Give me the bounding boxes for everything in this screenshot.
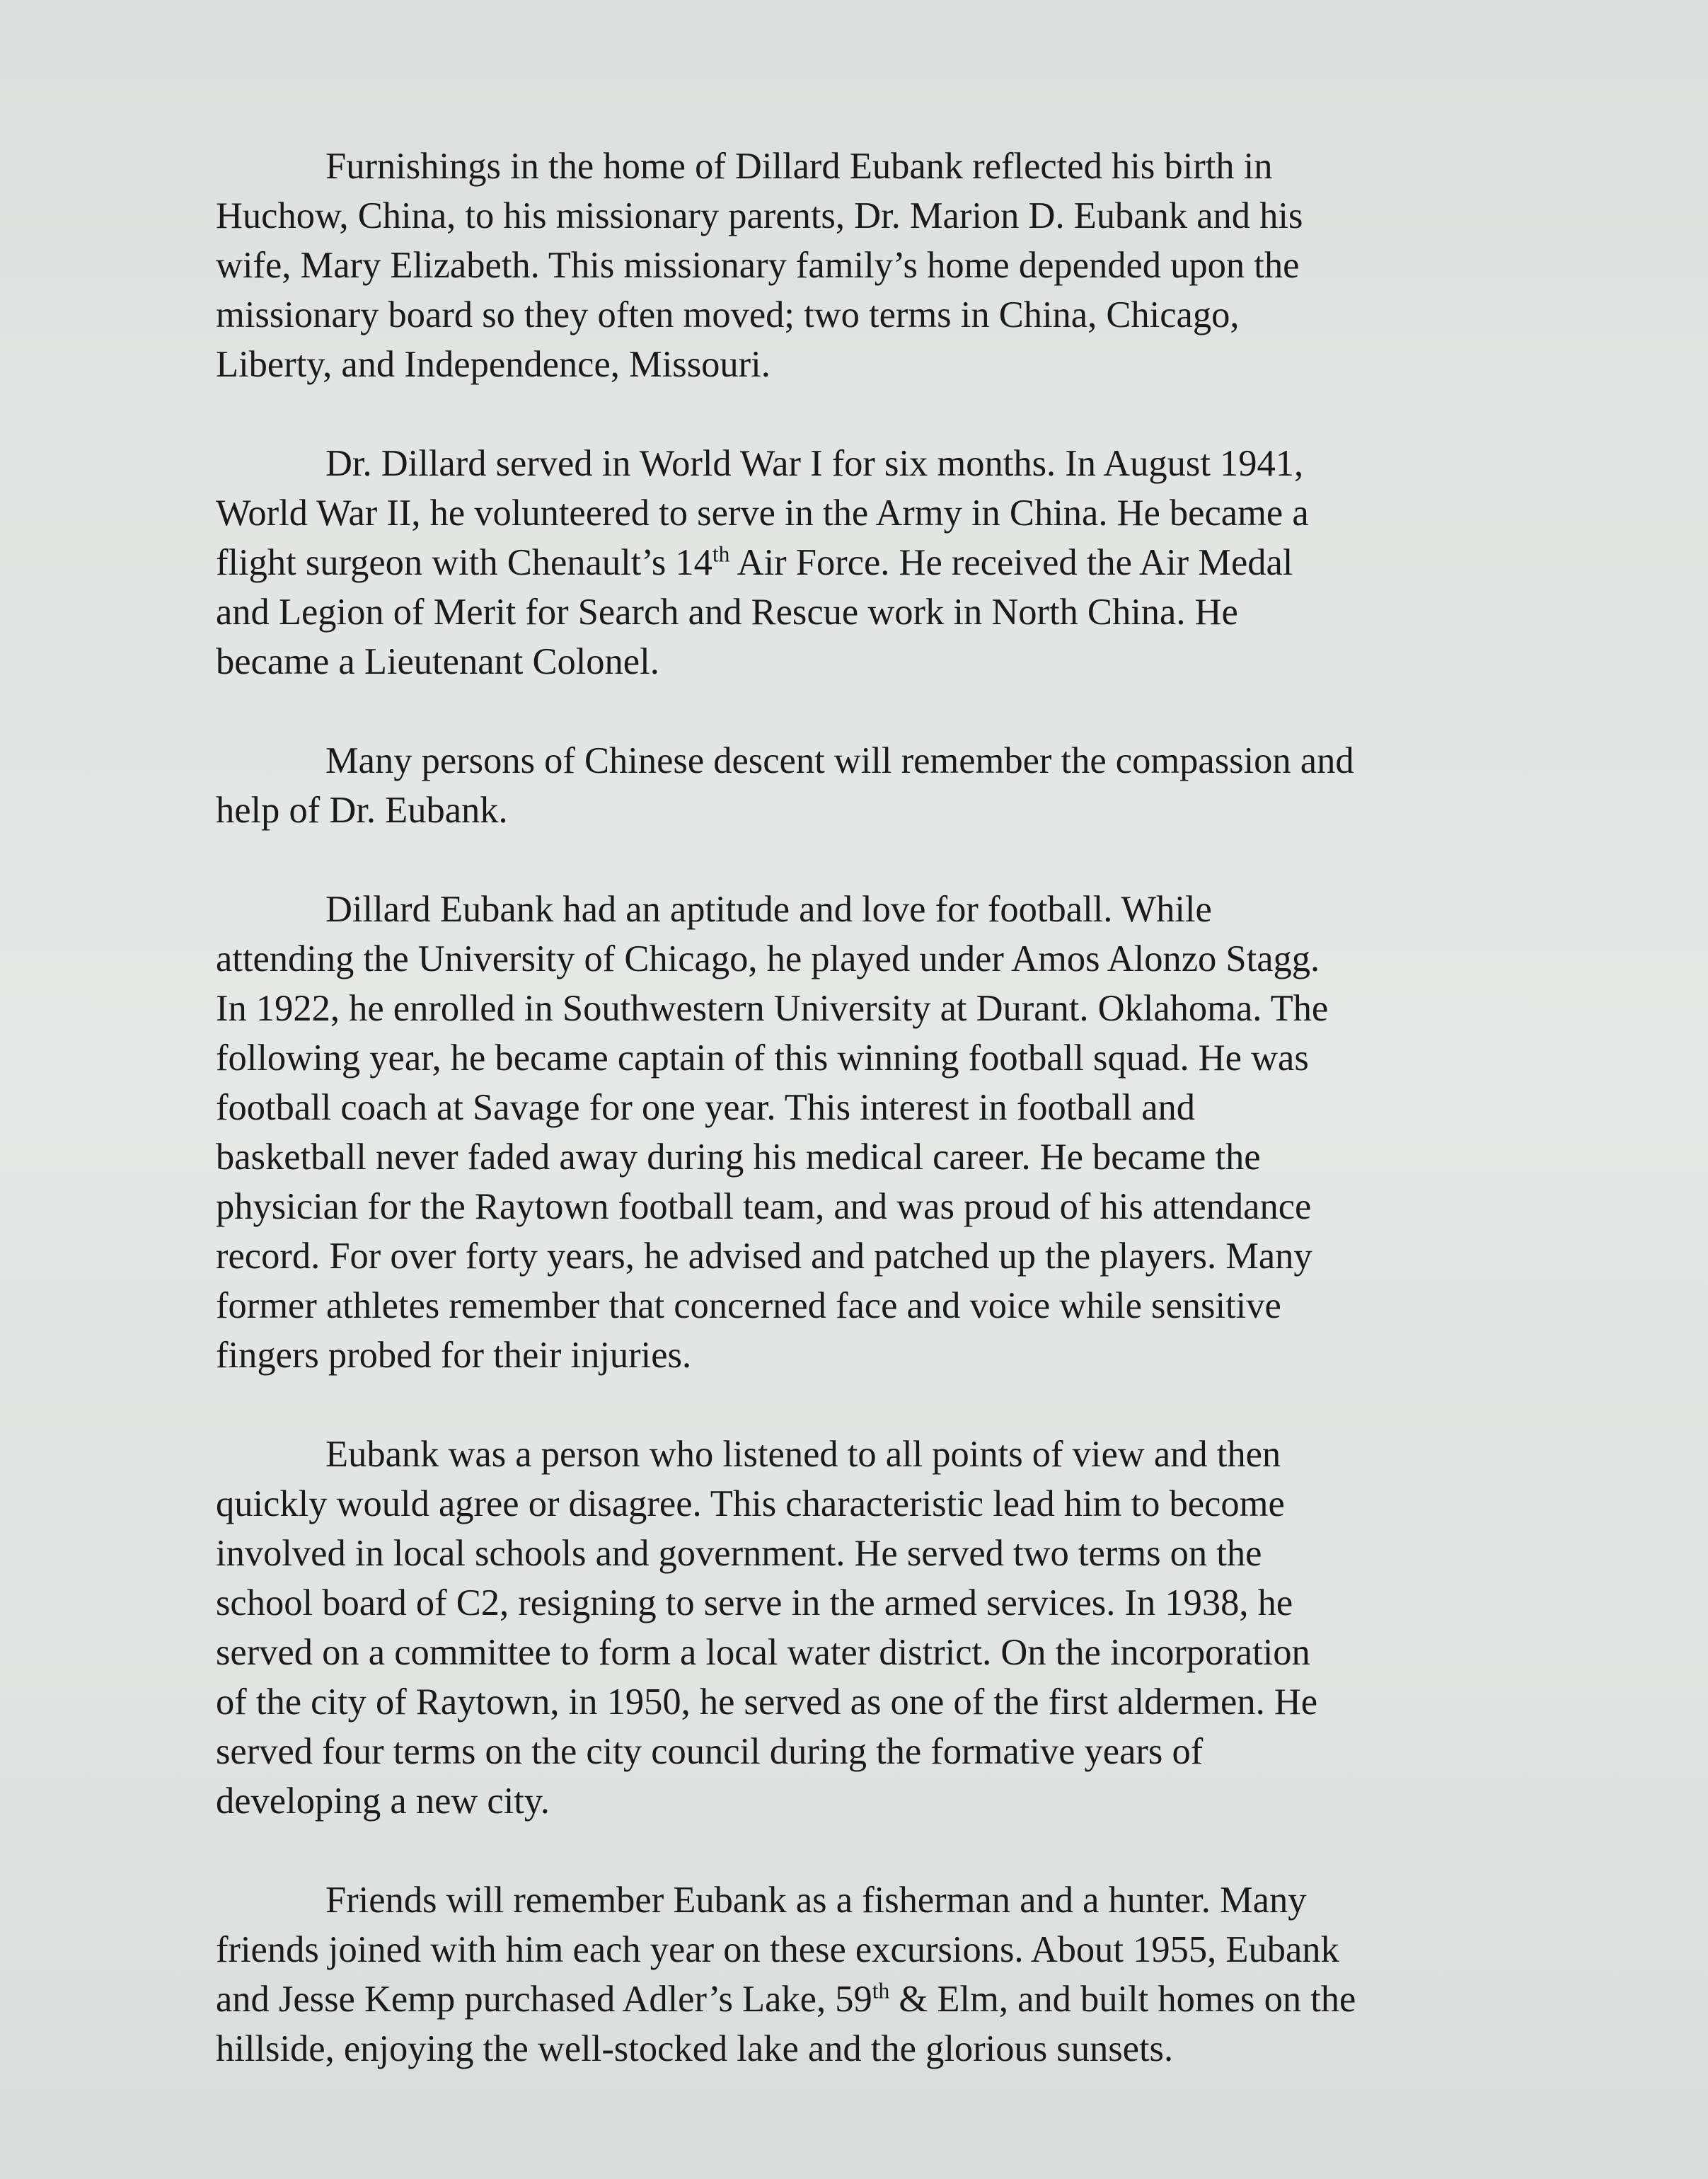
text-line: record. For over forty years, he advised and patched up the players. Many — [216, 1236, 1312, 1277]
text-line: attending the University of Chicago, he played under Amos Alonzo Stagg. — [216, 938, 1320, 979]
text-line: of the city of Raytown, in 1950, he served as one of the first aldermen. He — [216, 1681, 1318, 1723]
text-line: Dillard Eubank had an aptitude and love for football. While — [325, 889, 1212, 930]
text-line: football coach at Savage for one year. This interest in football and — [216, 1087, 1195, 1128]
text-line: basketball never faded away during his medical career. He became the — [216, 1137, 1261, 1178]
text-line: Dr. Dillard served in World War I for six months. In August 1941, — [325, 443, 1304, 484]
text-line — [216, 1974, 1531, 2024]
text-line: World War II, he volunteered to serve in the Army in China. He became a — [216, 493, 1309, 534]
text-line — [216, 538, 1531, 587]
text-segment: and Jesse Kemp purchased Adler’s Lake, 59 — [216, 1979, 872, 2020]
text-segment: flight surgeon with Chenault’s 14 — [216, 542, 712, 583]
text-line: Many persons of Chinese descent will remember the compassion and — [325, 740, 1354, 781]
text-line: physician for the Raytown football team, and was proud of his attendance — [216, 1186, 1312, 1227]
text-line: fingers probed for their injuries. — [216, 1335, 692, 1376]
text-line: former athletes remember that concerned face and voice while sensitive — [216, 1285, 1281, 1326]
ordinal-suffix: th — [712, 541, 730, 567]
text-line: Friends will remember Eubank as a fisherman and a hunter. Many — [325, 1880, 1307, 1921]
text-line: missionary board so they often moved; two terms in China, Chicago, — [216, 294, 1240, 335]
text-segment: Air Force. He received the Air Medal — [729, 542, 1293, 583]
text-line: and Legion of Merit for Search and Rescue work in North China. He — [216, 592, 1238, 633]
text-line: help of Dr. Eubank. — [216, 790, 508, 831]
text-line: involved in local schools and government. He served two terms on the — [216, 1533, 1262, 1574]
text-line: school board of C2, resigning to serve in the armed services. In 1938, he — [216, 1582, 1293, 1623]
text-line: Furnishings in the home of Dillard Eubank reflected his birth in — [325, 146, 1273, 187]
text-line: became a Lieutenant Colonel. — [216, 641, 659, 682]
text-line: served four terms on the city council during the formative years of — [216, 1731, 1204, 1772]
text-segment: & Elm, and built homes on the — [889, 1979, 1356, 2020]
text-line: served on a committee to form a local water district. On the incorporation — [216, 1632, 1310, 1673]
paragraph-hobbies — [216, 1875, 1531, 2074]
paragraph-civic — [216, 1430, 1531, 1826]
text-line: following year, he became captain of this winning football squad. He was — [216, 1037, 1309, 1079]
paragraph-military — [216, 439, 1531, 686]
text-line: wife, Mary Elizabeth. This missionary family’s home depended upon the — [216, 245, 1300, 286]
ordinal-suffix: th — [872, 1978, 890, 2003]
paragraph-compassion — [216, 736, 1531, 835]
text-line: friends joined with him each year on these excursions. About 1955, Eubank — [216, 1929, 1339, 1970]
text-line: Eubank was a person who listened to all points of view and then — [325, 1434, 1281, 1475]
text-line: Huchow, China, to his missionary parents, Dr. Marion D. Eubank and his — [216, 195, 1303, 236]
text-line: developing a new city. — [216, 1781, 550, 1822]
text-line: In 1922, he enrolled in Southwestern University at Durant. Oklahoma. The — [216, 988, 1329, 1029]
paragraph-birth — [216, 142, 1531, 389]
paragraph-football — [216, 885, 1531, 1380]
text-line: Liberty, and Independence, Missouri. — [216, 344, 771, 385]
text-line: hillside, enjoying the well-stocked lake and the glorious sunsets. — [216, 2028, 1174, 2069]
text-line: quickly would agree or disagree. This characteristic lead him to become — [216, 1483, 1285, 1524]
